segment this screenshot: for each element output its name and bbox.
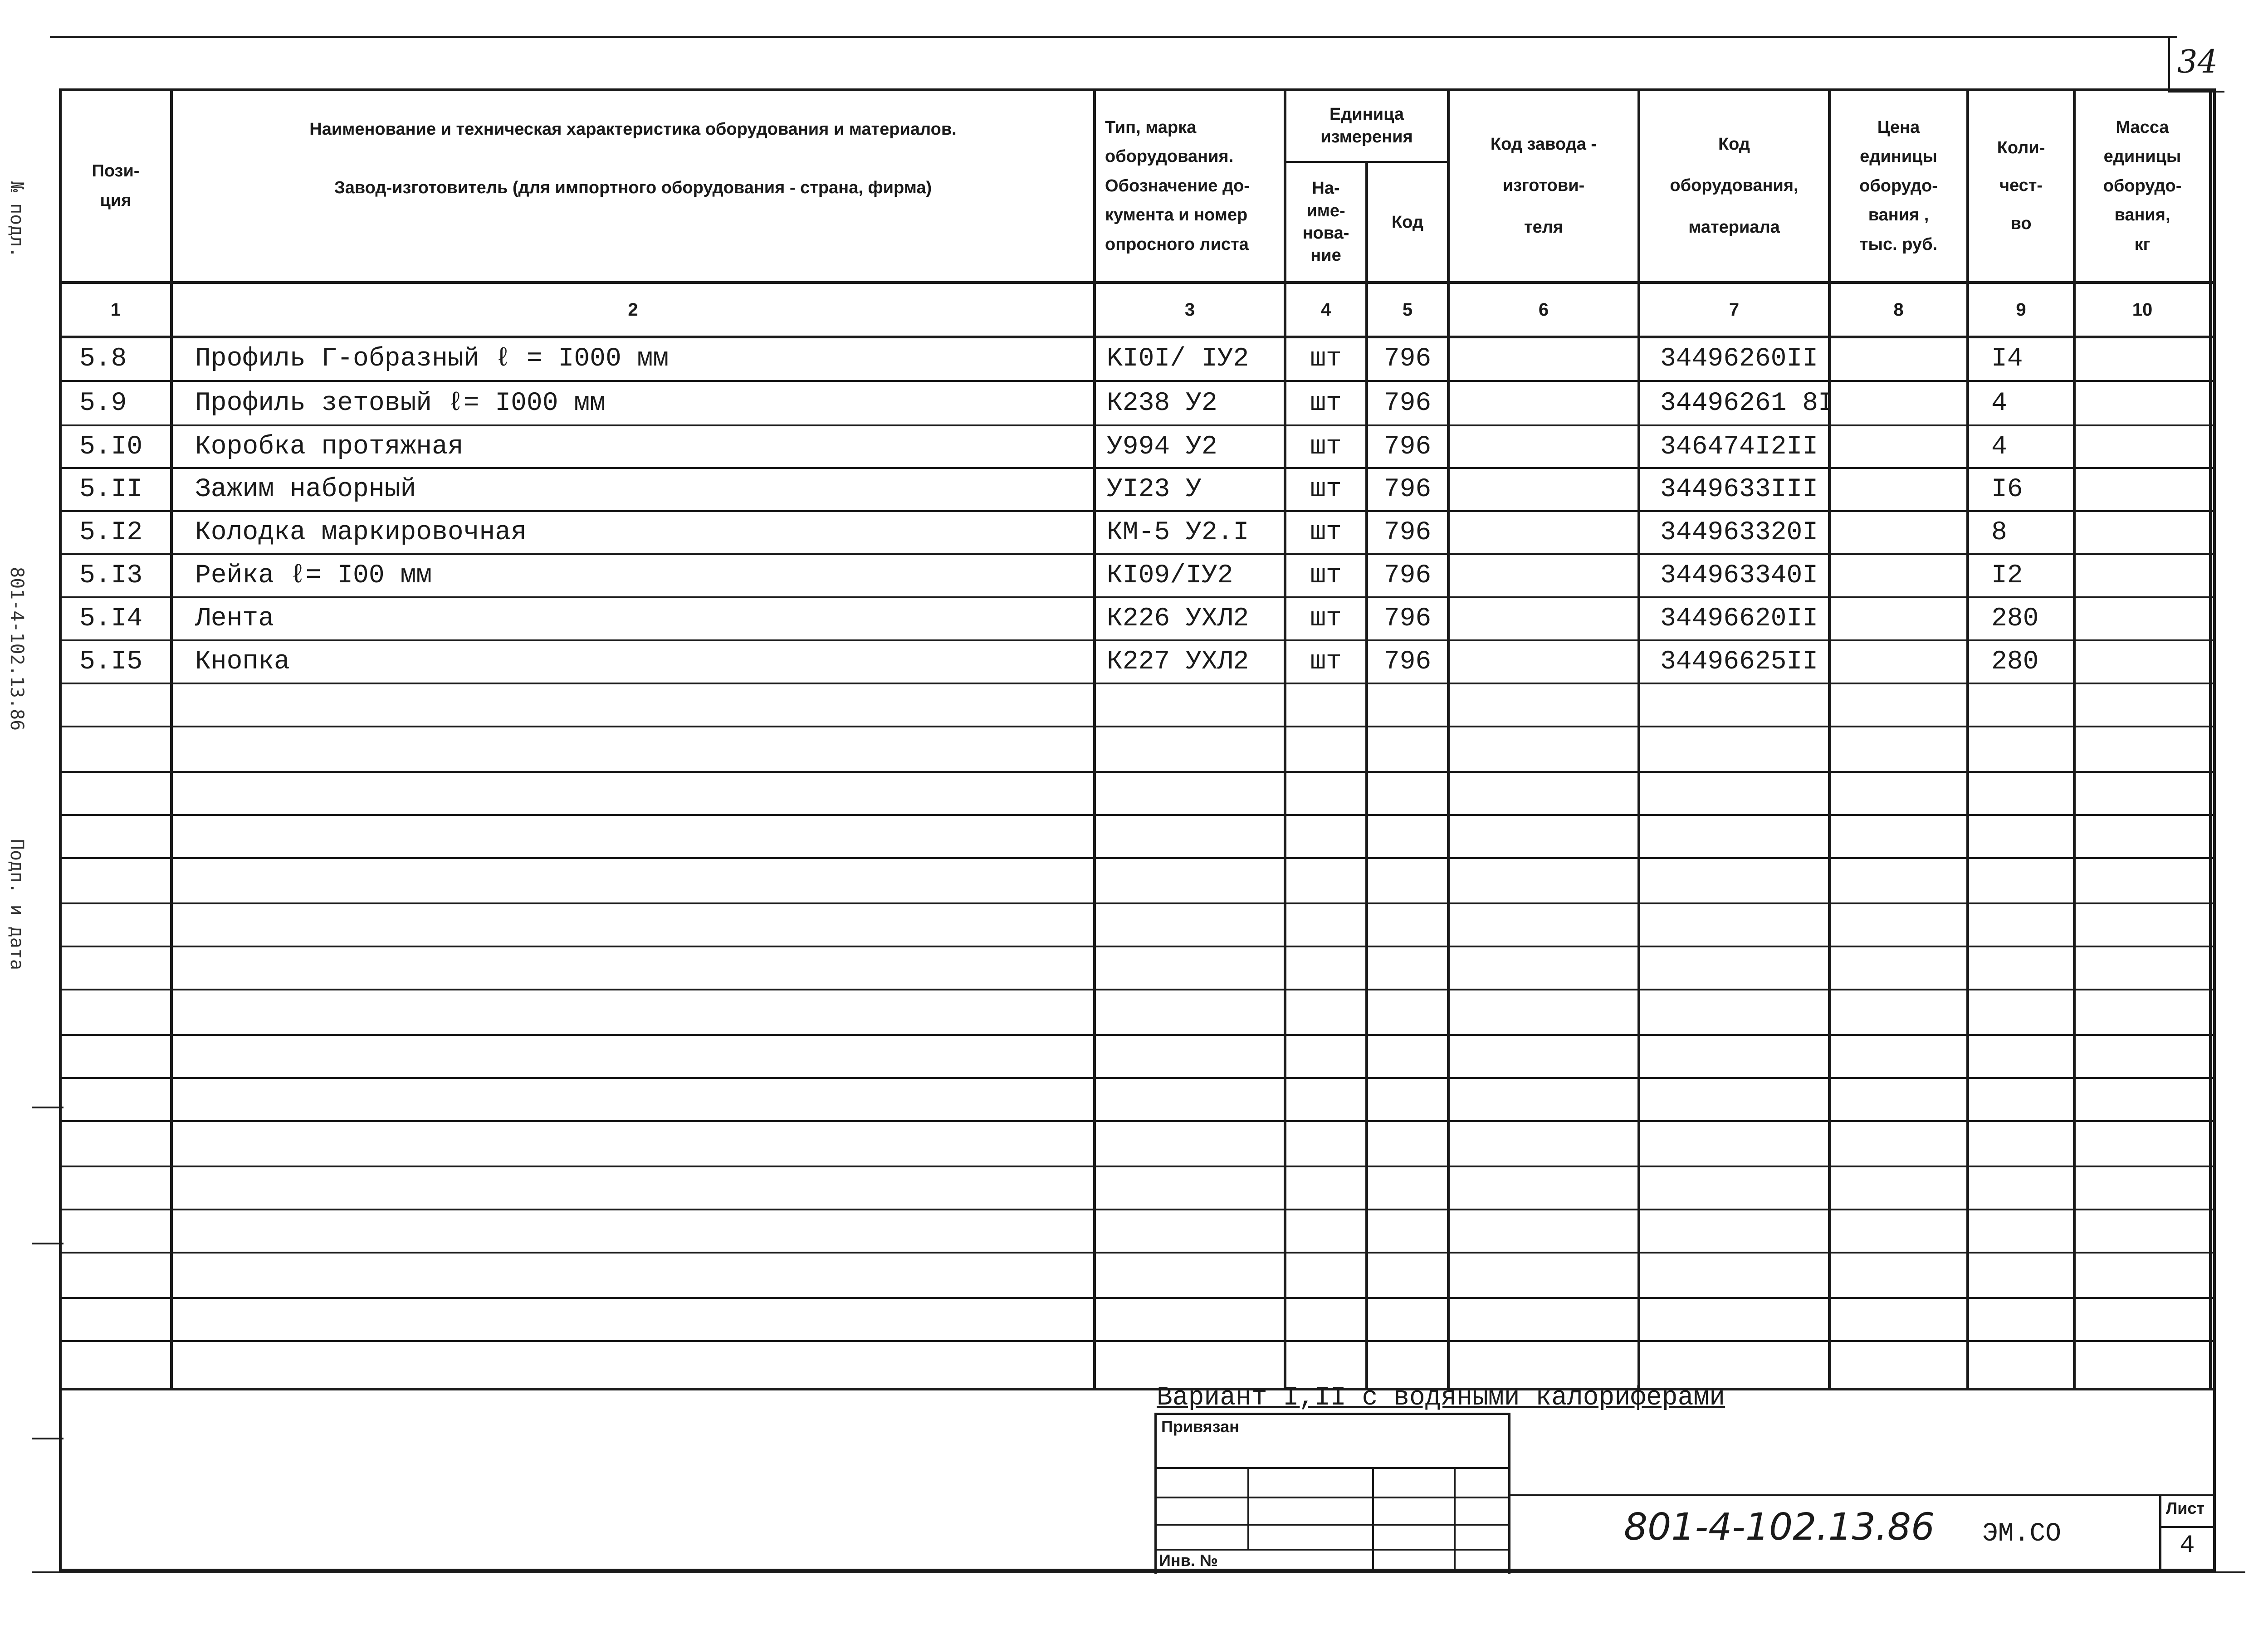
cell-unit: шт bbox=[1310, 432, 1342, 462]
row-line bbox=[59, 771, 2216, 773]
header-factory-code: Код завода - изготови- теля bbox=[1490, 135, 1597, 237]
stamp-col bbox=[1247, 1467, 1249, 1549]
cell-equip: 34496625II bbox=[1660, 647, 1818, 677]
cell-code: 796 bbox=[1383, 475, 1432, 504]
row-line bbox=[59, 683, 2216, 684]
cell-position: 5.9 bbox=[79, 388, 127, 418]
header-qty: Коли- чест- во bbox=[1997, 138, 2045, 233]
header-name: Наименование и техническая характеристика оборудования и материалов. Завод-изготовитель (для импортного оборудования - страна, фирма) bbox=[309, 120, 957, 198]
header-price: Цена единицы оборудо- вания , тыс. руб. bbox=[1859, 117, 1938, 254]
cell-name: Рейка ℓ= I00 мм bbox=[195, 561, 432, 590]
colnum-6: 6 bbox=[1538, 299, 1549, 320]
header-unit: Единица измерения bbox=[1320, 105, 1413, 146]
row-line bbox=[59, 902, 2216, 904]
cell-unit: шт bbox=[1310, 475, 1342, 504]
row-line bbox=[59, 989, 2216, 990]
cell-equip: 34496261 8I bbox=[1660, 388, 1834, 418]
cell-unit: шт bbox=[1310, 647, 1342, 677]
bottom-rule bbox=[32, 1571, 2245, 1573]
cell-qty: 4 bbox=[1991, 432, 2007, 462]
stamp-line bbox=[1154, 1549, 1510, 1551]
cell-unit: шт bbox=[1310, 518, 1342, 547]
cell-equip: 34496260II bbox=[1660, 344, 1818, 374]
row-line bbox=[59, 726, 2216, 727]
cell-type: К227 УХЛ2 bbox=[1107, 647, 1249, 677]
cell-qty: 280 bbox=[1991, 604, 2039, 634]
variant-note: Вариант I,II с водяными калориферами bbox=[1157, 1383, 1725, 1413]
colnum-4: 4 bbox=[1320, 299, 1331, 320]
cell-type: КI09/IУ2 bbox=[1107, 561, 1233, 590]
cell-qty: 4 bbox=[1991, 388, 2007, 418]
cell-name: Лента bbox=[195, 604, 274, 634]
page-number-top: 34 bbox=[2177, 43, 2218, 80]
stamp-col bbox=[1372, 1467, 1374, 1571]
cell-code: 796 bbox=[1383, 518, 1432, 547]
stamp-line bbox=[1154, 1497, 1510, 1498]
cell-equip: 34496620II bbox=[1660, 604, 1818, 634]
colnum-8: 8 bbox=[1893, 299, 1904, 320]
cell-equip: 3449633III bbox=[1660, 475, 1818, 504]
cell-code: 796 bbox=[1383, 647, 1432, 677]
row-line bbox=[59, 1120, 2216, 1122]
cell-code: 796 bbox=[1383, 561, 1432, 590]
cell-position: 5.8 bbox=[79, 344, 127, 374]
document-code: ЭМ.СО bbox=[1982, 1519, 2062, 1549]
cell-name: Профиль зетовый ℓ= I000 мм bbox=[195, 388, 606, 418]
sheet-label: Лист bbox=[2166, 1499, 2205, 1517]
cell-type: КМ-5 У2.I bbox=[1107, 518, 1249, 547]
row-line bbox=[59, 814, 2216, 816]
stamp-inv-label: Инв. № bbox=[1159, 1551, 1218, 1570]
row-line bbox=[59, 1077, 2216, 1079]
table-bottom-line bbox=[59, 1388, 2216, 1390]
cell-name: Кнопка bbox=[195, 647, 290, 677]
side-label-3: Подп. и дата bbox=[6, 839, 27, 970]
cell-position: 5.I3 bbox=[79, 561, 143, 590]
sheet-number: 4 bbox=[2180, 1531, 2195, 1560]
colnum-10: 10 bbox=[2132, 299, 2153, 320]
cell-unit: шт bbox=[1310, 561, 1342, 590]
cell-position: 5.II bbox=[79, 475, 143, 504]
unit-divider bbox=[1284, 161, 1450, 163]
header-mass: Масса единицы оборудо- вания, кг bbox=[2103, 117, 2182, 254]
header-position: Пози- ция bbox=[92, 161, 140, 210]
cell-qty: 280 bbox=[1991, 647, 2039, 677]
colnum-3: 3 bbox=[1184, 299, 1195, 320]
cell-unit: шт bbox=[1310, 344, 1342, 374]
stamp-col bbox=[1454, 1467, 1456, 1571]
cell-type: У994 У2 bbox=[1107, 432, 1217, 462]
colnum-7: 7 bbox=[1729, 299, 1740, 320]
side-label-2: 801-4-102.13.86 bbox=[6, 567, 27, 731]
colnum-1: 1 bbox=[110, 299, 121, 320]
cell-code: 796 bbox=[1383, 388, 1432, 418]
row-line bbox=[59, 1340, 2216, 1342]
cell-qty: 8 bbox=[1991, 518, 2007, 547]
stamp-bound-label: Привязан bbox=[1161, 1417, 1239, 1436]
cell-name: Профиль Г-образный ℓ = I000 мм bbox=[195, 344, 669, 374]
cell-code: 796 bbox=[1383, 344, 1432, 374]
colnum-2: 2 bbox=[628, 299, 638, 320]
header-equip-code: Код оборудования, материала bbox=[1670, 135, 1799, 237]
row-line bbox=[59, 1209, 2216, 1210]
cell-name: Зажим наборный bbox=[195, 475, 416, 504]
stamp-line bbox=[1154, 1524, 1510, 1526]
cell-position: 5.I2 bbox=[79, 518, 143, 547]
col-line bbox=[2209, 88, 2212, 1390]
header-type: Тип, марка оборудования. Обозначение до- кумента и номер опросного листа bbox=[1105, 117, 1250, 254]
cell-type: К238 У2 bbox=[1107, 388, 1217, 418]
cell-equip: 346474I2II bbox=[1660, 432, 1818, 462]
cell-name: Коробка протяжная bbox=[195, 432, 464, 462]
colnum-5: 5 bbox=[1402, 299, 1413, 320]
cell-unit: шт bbox=[1310, 388, 1342, 418]
document-number: 801-4-102.13.86 bbox=[1624, 1506, 1935, 1549]
sheet-line bbox=[2159, 1526, 2216, 1528]
cell-qty: I6 bbox=[1991, 475, 2023, 504]
row-line bbox=[59, 946, 2216, 947]
row-line bbox=[59, 1297, 2216, 1299]
stamp-line bbox=[1154, 1467, 1510, 1469]
cell-name: Колодка маркировочная bbox=[195, 518, 527, 547]
row-line bbox=[59, 857, 2216, 859]
top-rule bbox=[50, 36, 2177, 38]
row-line bbox=[59, 1034, 2216, 1036]
cell-position: 5.I4 bbox=[79, 604, 143, 634]
cell-position: 5.I0 bbox=[79, 432, 143, 462]
stamp-title-line bbox=[1510, 1494, 2216, 1496]
row-line bbox=[59, 1166, 2216, 1167]
cell-equip: 344963320I bbox=[1660, 518, 1818, 547]
header-unit-code: Код bbox=[1391, 212, 1424, 232]
cell-type: KI0I/ IУ2 bbox=[1107, 344, 1249, 374]
cell-qty: I2 bbox=[1991, 561, 2023, 590]
cell-unit: шт bbox=[1310, 604, 1342, 634]
colnum-9: 9 bbox=[2016, 299, 2026, 320]
cell-type: УI23 У bbox=[1107, 475, 1202, 504]
cell-code: 796 bbox=[1383, 604, 1432, 634]
side-label-1: № подл. bbox=[6, 181, 27, 258]
row-line bbox=[59, 1252, 2216, 1254]
cell-type: К226 УХЛ2 bbox=[1107, 604, 1249, 634]
cell-code: 796 bbox=[1383, 432, 1432, 462]
cell-position: 5.I5 bbox=[79, 647, 143, 677]
header-unit-name: На- име- нова- ние bbox=[1302, 179, 1349, 265]
cell-qty: I4 bbox=[1991, 344, 2023, 374]
cell-equip: 344963340I bbox=[1660, 561, 1818, 590]
